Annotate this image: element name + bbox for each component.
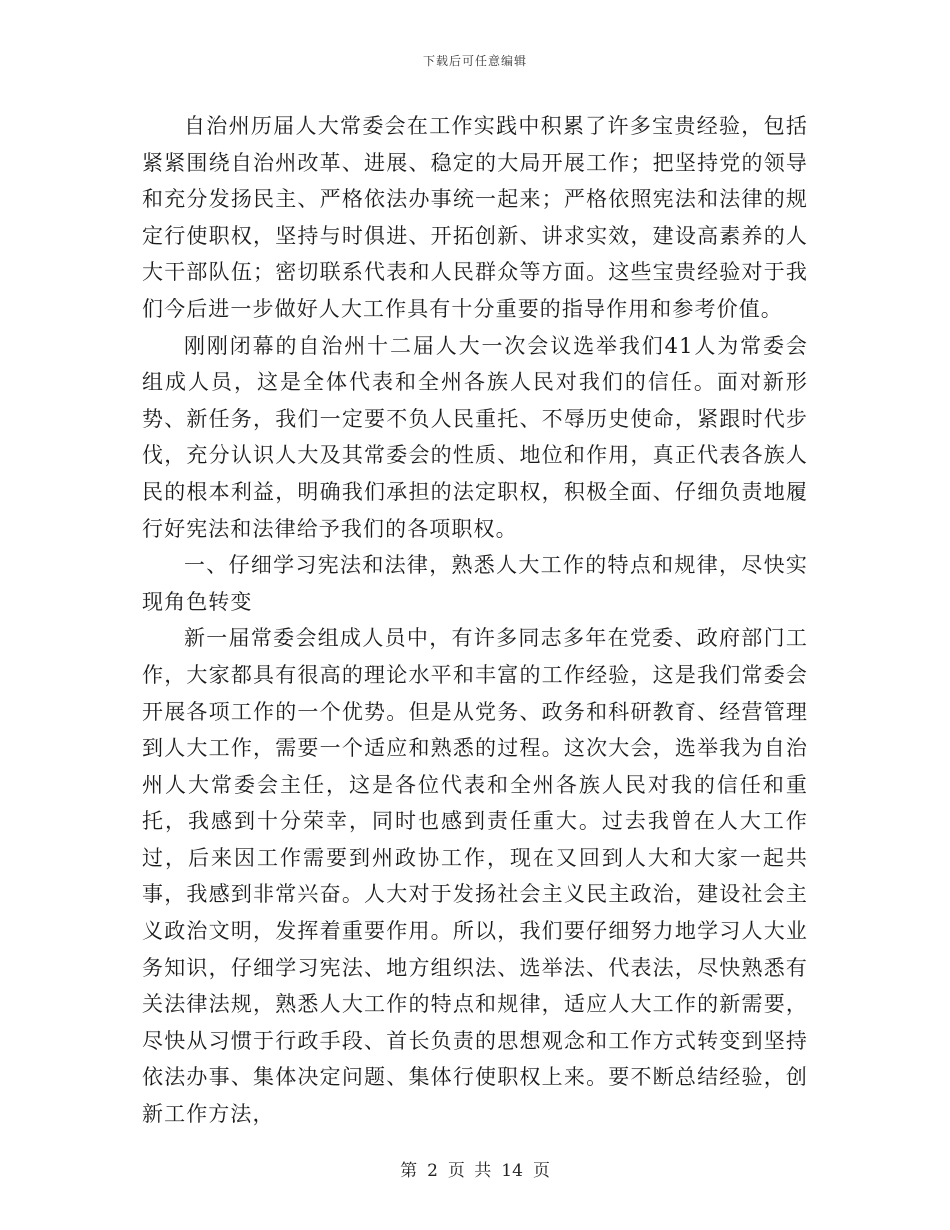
paragraph-role-change: 新一届常委会组成人员中，有许多同志多年在党委、政府部门工作，大家都具有很高的理论水平和丰富的工作经验，这是我们常委会开展各项工作的一个优势。但是从党务、政务和科研教育、经营管理到人大工作，需要一个适应和熟悉的过程。这次大会，选举我为自治州人大常委会主任，这是各位代表和全州各族人民对我的信任和重托，我感到十分荣幸，同时也感到责任重大。过去我曾在人大工作过，后来因工作需要到州政协工作，现在又回到人大和大家一起共事，我感到非常兴奋。人大对于发扬社会主义民主政治，建设社会主义政治文明，发挥着重要作用。所以，我们要仔细努力地学习人大业务知识，仔细学习宪法、地方组织法、选举法、代表法，尽快熟悉有关法律法规，熟悉人大工作的特点和规律，适应人大工作的新需要，尽快从习惯于行政手段、首长负责的思想观念和工作方式转变到坚持依法办事、集体决定问题、集体行使职权上来。要不断总结经验，创新工作方法， [142, 626, 808, 1127]
footer-middle: 页 共 [447, 1161, 492, 1181]
current-page-number: 2 [427, 1161, 438, 1181]
page-header: 下载后可任意编辑 [422, 54, 527, 68]
footer-suffix: 页 [532, 1161, 550, 1181]
paragraph-election: 刚刚闭幕的自治州十二届人大一次会议选举我们41人为常委会组成人员，这是全体代表和全州各族人民对我们的信任。面对新形势、新任务，我们一定要不负人民重托、不辱历史使命，紧跟时代步伐，充分认识人大及其常委会的性质、地位和作用，真正代表各族人民的根本利益，明确我们承担的法定职权，积极全面、仔细负责地履行好宪法和法律给予我们的各项职权。 [142, 333, 808, 541]
document-body [142, 108, 808, 1133]
total-page-count: 14 [501, 1161, 523, 1181]
section-heading-1: 一、仔细学习宪法和法律，熟悉人大工作的特点和规律，尽快实现角色转变 [142, 553, 808, 614]
page-footer [0, 1156, 950, 1181]
paragraph-experience: 自治州历届人大常委会在工作实践中积累了许多宝贵经验，包括紧紧围绕自治州改革、进展、稳定的大局开展工作；把坚持党的领导和充分发扬民主、严格依法办事统一起来；严格依照宪法和法律的规定行使职权，坚持与时俱进、开拓创新、讲求实效，建设高素养的人大干部队伍；密切联系代表和人民群众等方面。这些宝贵经验对于我们今后进一步做好人大工作具有十分重要的指导作用和参考价值。 [142, 114, 808, 321]
footer-prefix: 第 [400, 1161, 418, 1181]
